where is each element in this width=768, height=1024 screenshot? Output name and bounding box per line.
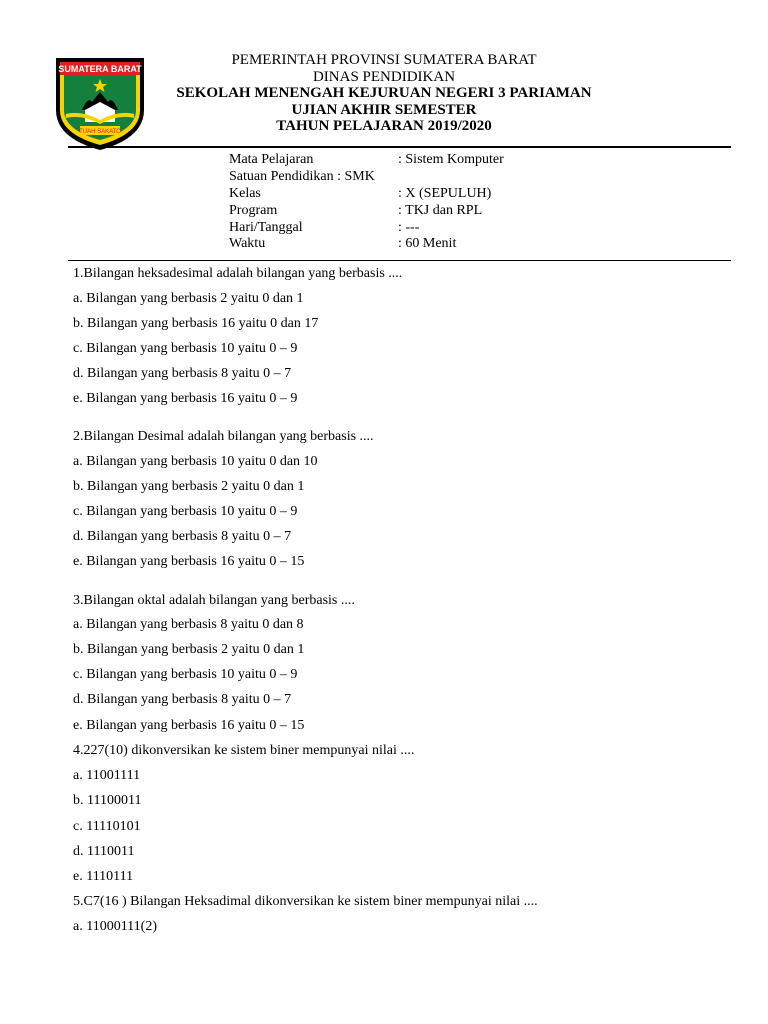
question-3-option-d: d. Bilangan yang berbasis 8 yaitu 0 – 7 xyxy=(73,692,292,707)
info-row-subject xyxy=(229,152,709,169)
subject-value: : Sistem Komputer xyxy=(398,152,504,167)
question-4-option-e: e. 1110111 xyxy=(73,869,134,884)
question-2-option-b: b. Bilangan yang berbasis 2 yaitu 0 dan 1 xyxy=(73,479,305,494)
logo-ribbon-text: TUAH SAKATO xyxy=(79,129,121,135)
header-line-year: TAHUN PELAJARAN 2019/2020 xyxy=(276,118,492,135)
question-3-option-e: e. Bilangan yang berbasis 16 yaitu 0 – 15 xyxy=(73,718,305,733)
question-1-option-c: c. Bilangan yang berbasis 10 yaitu 0 – 9 xyxy=(73,341,298,356)
question-1-option-b: b. Bilangan yang berbasis 16 yaitu 0 dan 17 xyxy=(73,316,319,331)
question-2-option-c: c. Bilangan yang berbasis 10 yaitu 0 – 9 xyxy=(73,504,298,519)
date-value: : --- xyxy=(398,219,420,235)
info-row-time xyxy=(229,236,709,253)
program-label: Program xyxy=(229,202,278,218)
info-divider xyxy=(68,260,731,261)
info-row-program xyxy=(229,203,709,220)
info-row-class xyxy=(229,186,709,203)
header-divider xyxy=(68,146,731,148)
question-3: 3.Bilangan oktal adalah bilangan yang berbasis .... xyxy=(73,593,355,608)
question-5-option-a: a. 11000111(2) xyxy=(73,919,157,934)
time-label: Waktu xyxy=(229,236,266,252)
question-2: 2.Bilangan Desimal adalah bilangan yang berbasis .... xyxy=(73,429,374,444)
question-4-option-d: d. 1110011 xyxy=(73,844,135,859)
time-value: : 60 Menit xyxy=(398,236,457,252)
sumatera-barat-logo xyxy=(52,52,148,152)
subject-label: Mata Pelajaran xyxy=(229,152,314,167)
question-4-option-b: b. 11100011 xyxy=(73,793,142,808)
class-label: Kelas xyxy=(229,185,261,201)
header-line-government: PEMERINTAH PROVINSI SUMATERA BARAT xyxy=(231,52,537,68)
question-1-option-e: e. Bilangan yang berbasis 16 yaitu 0 – 9 xyxy=(73,391,298,406)
exam-info xyxy=(229,152,709,253)
header-line-exam: UJIAN AKHIR SEMESTER xyxy=(291,101,477,118)
class-value: : X (SEPULUH) xyxy=(398,185,492,201)
question-4: 4.227(10) dikonversikan ke sistem biner mempunyai nilai .... xyxy=(73,743,415,758)
question-1-option-a: a. Bilangan yang berbasis 2 yaitu 0 dan 1 xyxy=(73,291,304,306)
letterhead xyxy=(150,52,618,135)
question-2-option-a: a. Bilangan yang berbasis 10 yaitu 0 dan 10 xyxy=(73,454,318,469)
question-2-option-e: e. Bilangan yang berbasis 16 yaitu 0 – 15 xyxy=(73,554,305,569)
question-2-option-d: d. Bilangan yang berbasis 8 yaitu 0 – 7 xyxy=(73,529,292,544)
info-row-education-unit xyxy=(229,169,709,186)
question-3-option-b: b. Bilangan yang berbasis 2 yaitu 0 dan 1 xyxy=(73,642,305,657)
education-unit-text: Satuan Pendidikan : SMK xyxy=(229,168,375,184)
info-row-date xyxy=(229,220,709,237)
logo-banner-text: SUMATERA BARAT xyxy=(58,64,142,74)
header-line-school: SEKOLAH MENENGAH KEJURUAN NEGERI 3 PARIAMAN xyxy=(176,85,592,102)
date-label: Hari/Tanggal xyxy=(229,219,303,235)
question-4-option-c: c. 11110101 xyxy=(73,819,141,834)
question-1-option-d: d. Bilangan yang berbasis 8 yaitu 0 – 7 xyxy=(73,366,292,381)
question-4-option-a: a. 11001111 xyxy=(73,768,141,783)
program-value: : TKJ dan RPL xyxy=(398,202,483,218)
question-5: 5.C7(16 ) Bilangan Heksadimal dikonversikan ke sistem biner mempunyai nilai .... xyxy=(73,894,538,909)
header-line-department: DINAS PENDIDIKAN xyxy=(312,68,456,85)
question-3-option-c: c. Bilangan yang berbasis 10 yaitu 0 – 9 xyxy=(73,667,298,682)
question-3-option-a: a. Bilangan yang berbasis 8 yaitu 0 dan 8 xyxy=(73,617,304,632)
question-1: 1.Bilangan heksadesimal adalah bilangan yang berbasis .... xyxy=(73,266,403,281)
